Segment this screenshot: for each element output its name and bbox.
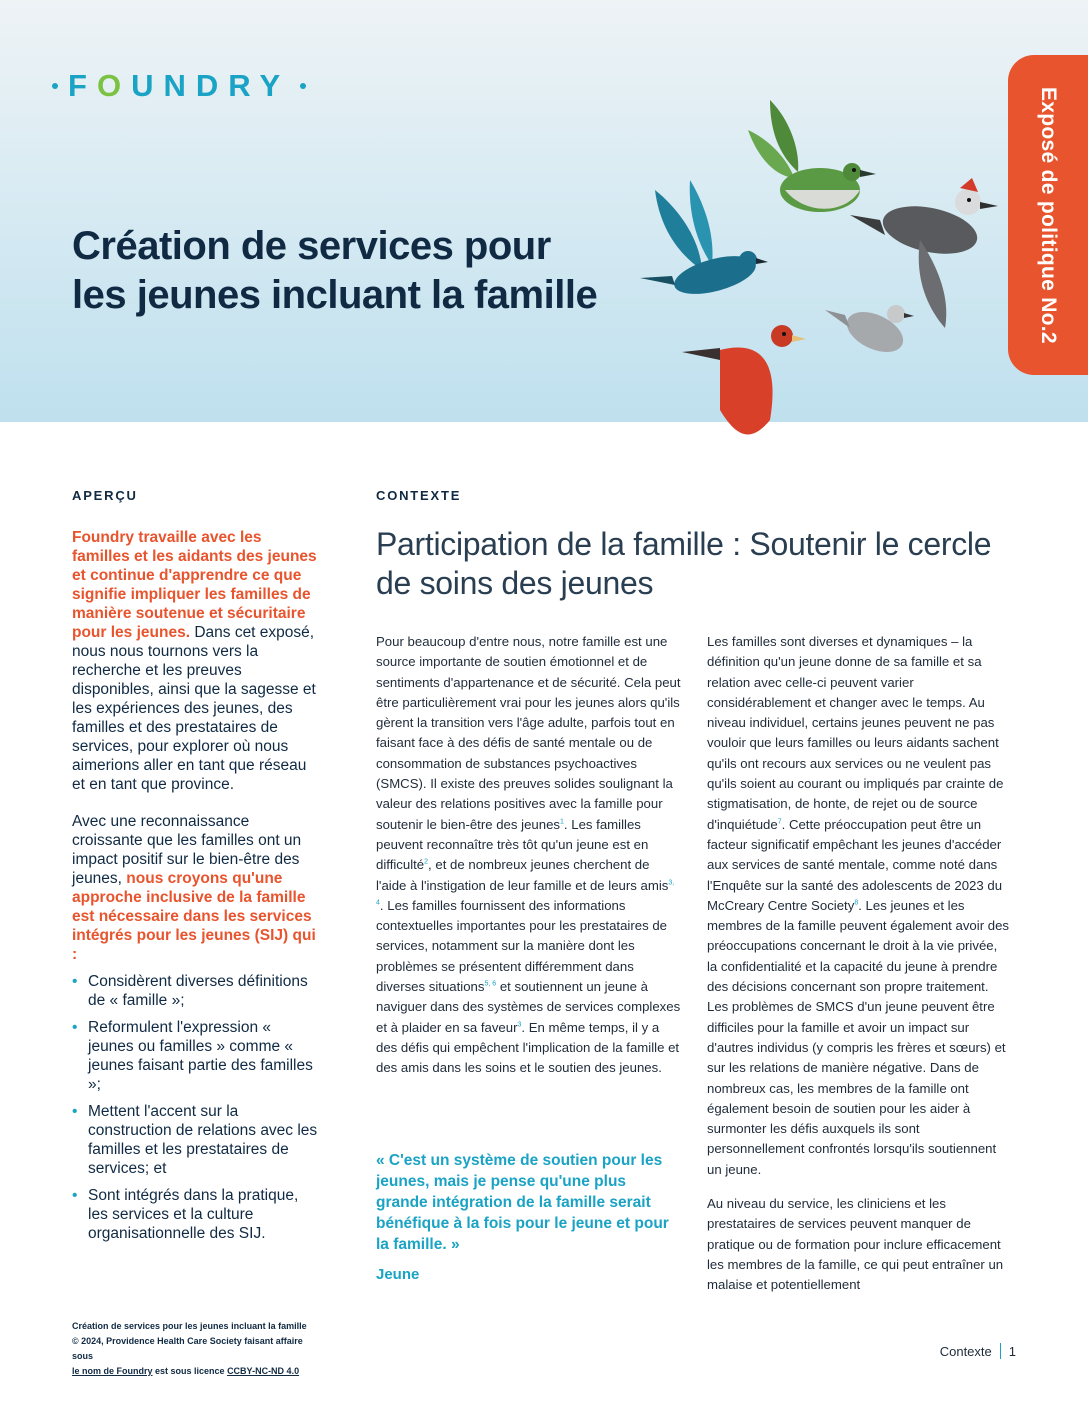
overview-intro-highlight: Foundry travaille avec les familles et les aidants des jeunes et continue d'apprendre ce que signifie impliquer les familles de manière soutenue et sécuritaire pour les jeunes. [72,529,317,641]
foundry-link[interactable]: le nom de Foundry [72,1366,153,1376]
overview-p2-highlight: nous croyons qu'une approche inclusive de la famille est nécessaire dans les services intégrés pour les jeunes (SIJ) qui : [72,870,316,963]
overview-bullet-list [72,972,318,1243]
list-item: • Reformulent l'expression « jeunes ou familles » comme « jeunes faisant partie des familles »; [72,1018,318,1094]
red-bird-illustration [682,325,806,434]
footnote-ref[interactable]: 7 [777,818,782,826]
context-column-1 [376,632,682,1093]
foundry-logo[interactable] [52,66,306,106]
footnote-ref[interactable]: 3, 4 [376,879,675,907]
footnote-ref[interactable]: 2 [424,858,429,866]
list-item: • Considèrent diverses définitions de « famille »; [72,972,318,1010]
logo-text: FOUNDRY [68,68,291,103]
overview-intro-text: Dans cet exposé, nous nous tournons vers la recherche et les preuves disponibles, ainsi que la sagesse et les expériences des jeunes, des familles et des prestataires de services, pour explorer où nous aimerions aller en tant que réseau et en tant que province. [72,624,316,793]
context-label: CONTEXTE [376,488,462,503]
license-link[interactable]: CCBY-NC-ND 4.0 [227,1366,300,1376]
grey-bird-illustration [825,304,914,360]
footer-section-name: Contexte [939,1343,992,1359]
overview-section [72,528,318,1251]
footer-doc-title: Création de services pour les jeunes incluant la famille [72,1321,307,1331]
footer-copyright-line: © 2024, Providence Health Care Society faisant affaire sous [72,1336,303,1361]
title-line-1: Création de services pour [72,224,551,268]
logo-dot-left [52,83,58,89]
context-column-2 [707,632,1011,1310]
title-line-2: les jeunes incluant la famille [72,273,598,317]
footnote-ref[interactable]: 8 [854,899,859,907]
list-item: • Sont intégrés dans la pratique, les services et la culture organisationnelle des SIJ. [72,1186,318,1243]
footnote-ref[interactable]: 5, 6 [484,980,497,988]
policy-brief-tab [1008,55,1088,375]
quote-author: Jeune [376,1266,420,1283]
context-heading: Participation de la famille : Soutenir le cercle de soins des jeunes [376,526,992,601]
blue-bird-illustration [640,180,768,301]
logo-dot-right [300,83,306,89]
overview-paragraph-1 [72,528,318,794]
context-col1-paragraph: Pour beaucoup d'entre nous, notre famille est une source importante de soutien émotionnel et de sentiments d'appartenance et de sécurité. Cela peut être particulièrement vrai pour les jeunes alors qu'ils gèrent la transition vers l'âge adulte, parfois tout en faisant face à des défis de santé mentale ou de consommation de substances psychoactives (SMCS). Il existe des preuves solides soulignant la valeur des relations positives avec la famille pour soutenir le bien-être des jeunes$^1$. Les familles peuvent reconnaître très tôt qu'un jeune est en difficulté$^2$, et de nombreux jeunes cherchent de l'aide à l'instigation de leur famille et de leurs amis$^{3, 4}$. Les familles fournissent des informations contextuelles importantes pour les prestataires de services, notamment sur la manière dont les problèmes se présentent différemment dans diverses situations$^{5, 6}$ et soutiennent un jeune à naviguer dans des systèmes de services complexes et à plaider en sa faveur$^3$. En même temps, il y a des défis qui empêchent l'implication de la famille et des amis dans les soins et le soutien des jeunes. [376,634,681,1076]
footnote-ref[interactable]: 3 [517,1021,522,1029]
page-number: 1 [1008,1343,1016,1359]
list-item: • Mettent l'accent sur la construction de relations avec les familles et les prestataires de services; et [72,1102,318,1178]
page-footer [940,1343,1016,1359]
green-bird-illustration [748,100,876,212]
policy-brief-tab-label: Exposé de politique No.2 [1037,86,1060,344]
context-col2-paragraph-1: Les familles sont diverses et dynamiques – la définition qu'un jeune donne de sa famille et sa relation avec celle-ci peuvent varier considérablement et changer avec le temps. Au niveau individuel, certains jeunes peuvent ne pas vouloir que leurs familles ou leurs aidants sachent qu'ils ont recours aux services ou ne veulent pas qu'ils soient au courant ou impliqués par crainte de stigmatisation, de honte, de rejet ou de source d'inquiétude$^7$. Cette préoccupation peut être un facteur significatif empêchant les jeunes d'accéder aux services de santé mentale, comme noté dans l'Enquête sur la santé des adolescents de 2023 du McCreary Centre Society$^8$. Les jeunes et les membres de la famille peuvent également avoir des préoccupations concernant le droit à la vie privée, la confidentialité et la capacité du jeune à prendre des décisions concernant son propre traitement. Les problèmes de SMCS d'un jeune peuvent être difficiles pour la famille et avoir un impact sur d'autres individus (y compris les frères et sœurs) et sur les relations de manière négative. Dans de nombreux cas, les membres de la famille ont également besoin de soutien pour les aider à surmonter les défis auxquels ils sont personnellement confrontés lorsqu'ils soutiennent un jeune. [707,634,1010,1177]
overview-label: APERÇU [72,488,138,503]
footer-divider [1000,1343,1001,1359]
footer-copyright: Création de services pour les jeunes incluant la famille © 2024, Providence Health Care Society faisant affaire sous le nom de Foundry est sous licence CCBY-NC-ND 4.0 [72,1319,312,1379]
overview-paragraph-2 [72,812,318,964]
footnote-ref[interactable]: 1 [560,818,564,826]
youth-quote: « C'est un système de soutien pour les jeunes, mais je pense qu'une plus grande intégration de la famille serait bénéfique à la fois pour le jeune et pour la famille. » [376,1152,669,1253]
page-title [72,222,672,320]
woodpecker-bird-illustration [850,178,998,328]
overview-p2-text: Avec une reconnaissance croissante que les familles ont un impact positif sur le bien-être des jeunes, [72,813,302,887]
context-col2-paragraph-2: Au niveau du service, les cliniciens et les prestataires de services peuvent manquer de pratique ou de formation pour inclure efficacement les membres de la famille, ce qui peut entraîner un malaise et potentiellement [707,1196,1004,1293]
birds-illustration [620,90,1010,450]
